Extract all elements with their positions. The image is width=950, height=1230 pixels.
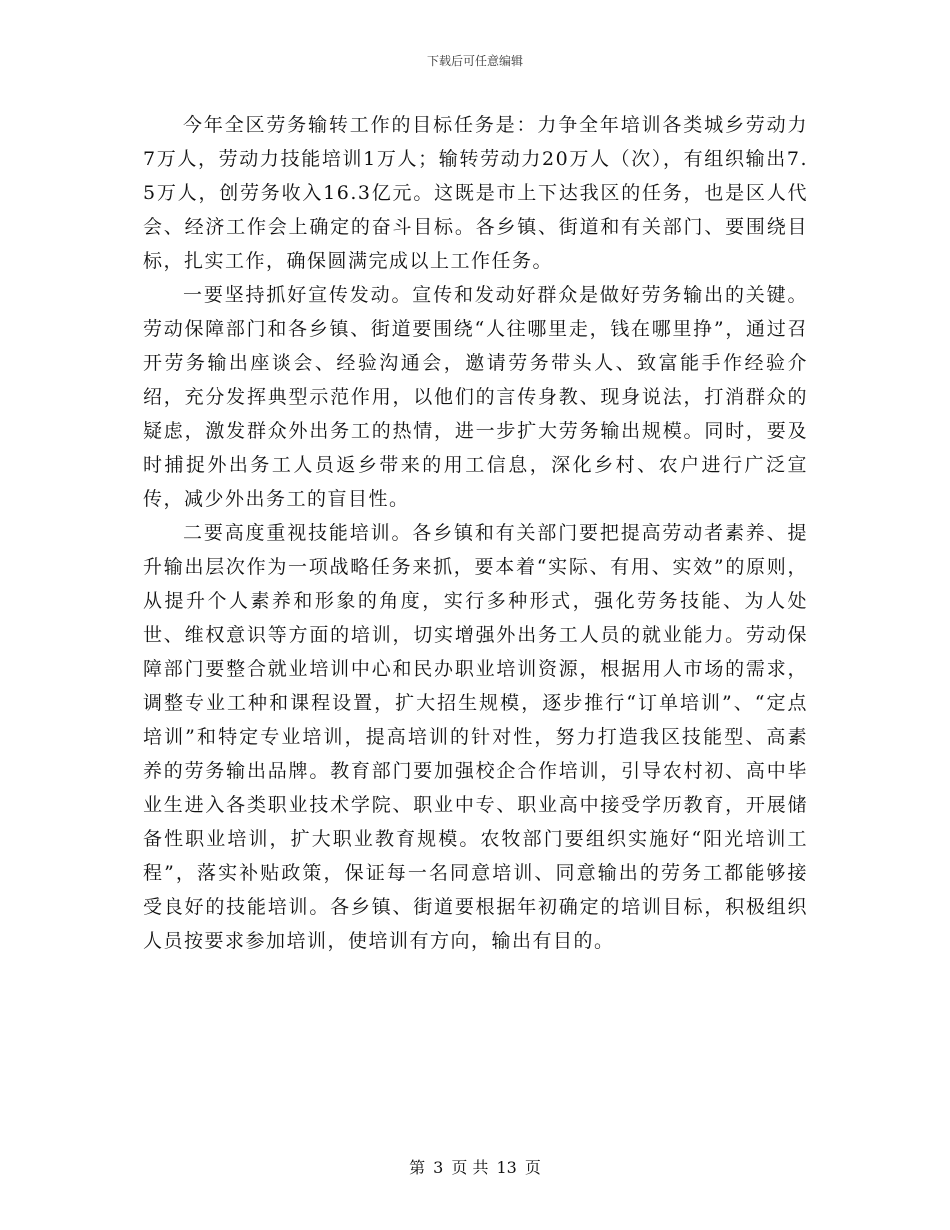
total-pages-number: 13 — [496, 1158, 517, 1177]
footer-suffix: 页 — [524, 1158, 541, 1177]
footer-prefix: 第 — [409, 1158, 426, 1177]
current-page-number: 3 — [433, 1158, 444, 1177]
page-footer — [0, 1155, 950, 1178]
paragraph-publicity: 一要坚持抓好宣传发动。宣传和发动好群众是做好劳务输出的关键。劳动保障部门和各乡镇、街道要围绕“人往哪里走，钱在哪里挣”，通过召开劳务输出座谈会、经验沟通会，邀请劳务带头人、致富能手作经验介绍，充分发挥典型示范作用，以他们的言传身教、现身说法，打消群众的疑虑，激发群众外出务工的热情，进一步扩大劳务输出规模。同时，要及时捕捉外出务工人员返乡带来的用工信息，深化乡村、农户进行广泛宣传，减少外出务工的盲目性。 — [143, 284, 808, 510]
header-note: 下载后可任意编辑 — [426, 54, 523, 68]
paragraph-training: 二要高度重视技能培训。各乡镇和有关部门要把提高劳动者素养、提升输出层次作为一项战略任务来抓，要本着“实际、有用、实效”的原则，从提升个人素养和形象的角度，实行多种形式，强化劳务技能、为人处世、维权意识等方面的培训，切实增强外出务工人员的就业能力。劳动保障部门要整合就业培训中心和民办职业培训资源，根据用人市场的需求，调整专业工种和课程设置，扩大招生规模，逐步推行“订单培训”、“定点培训”和特定专业培训，提高培训的针对性，努力打造我区技能型、高素养的劳务输出品牌。教育部门要加强校企合作培训，引导农村初、高中毕业生进入各类职业技术学院、职业中专、职业高中接受学历教育，开展储备性职业培训，扩大职业教育规模。农牧部门要组织实施好“阳光培训工程”，落实补贴政策，保证每一名同意培训、同意输出的劳务工都能够接受良好的技能培训。各乡镇、街道要根据年初确定的培训目标，积极组织人员按要求参加培训，使培训有方向，输出有目的。 — [143, 522, 808, 952]
document-body — [143, 108, 808, 958]
paragraph-targets: 今年全区劳务输转工作的目标任务是：力争全年培训各类城乡劳动力7万人，劳动力技能培训1万人；输转劳动力20万人（次），有组织输出7.5万人，创劳务收入16.3亿元。这既是市上下达我区的任务，也是区人代会、经济工作会上确定的奋斗目标。各乡镇、街道和有关部门、要围绕目标，扎实工作，确保圆满完成以上工作任务。 — [143, 114, 808, 272]
footer-middle: 页 共 — [451, 1158, 489, 1177]
